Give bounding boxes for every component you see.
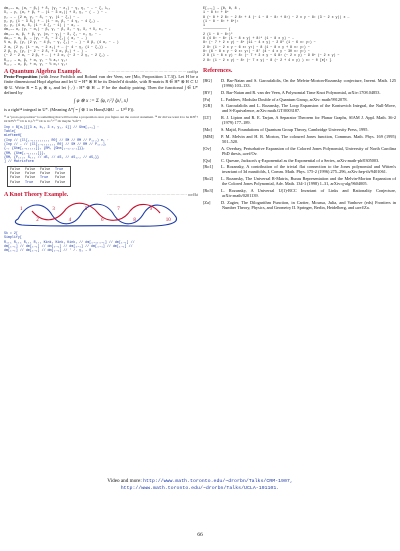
matrix-cell: False [10,180,21,185]
matrix-cell: False [55,171,66,176]
section-title-quantum: A Quantum Algebra Example. [4,69,82,76]
code-line: 2 8⁶ (1 − 2 x y − 6 x² y²) − 8 (1 − 8 x y + 8 x² y²) − [203,44,310,49]
code-line: dm₁→→ α₂ (γ₁ − α₂) − β₁ γ₂ − β₂ δ₁ − γ₁ δ₂ + δ₂ ε₁ − … [4,27,111,32]
matrix-cell: False [25,167,36,172]
code-line: mLeftmeH[ [4,133,22,138]
references-list [203,78,396,210]
reference-item [203,158,396,163]
code-line: γ₂ → … (2 α₁ γ₂ − δ₂ − γ₂ (1 − ζ₂) − … [4,14,80,19]
knot-crossing-label: 9 [149,207,153,213]
code-line: dm[₁→₁] // dm[₁→₁] // dm[₁→₁] // dm[₁→₁] // dm[₁→₁] // dm[₁→₁] // [4,244,133,249]
knot-crossing-label: 1 [20,207,23,213]
code-line: {RM, {Ghm[₁→₁,₁,₁]}}, [4,150,46,155]
reference-key: [Ro1] [203,164,214,170]
reference-text: P. M. Melvin and H. R. Morton, The coloured Jones function, Commun. Math. Phys. 169 (1995) 501–520. [221,133,396,144]
code-line: 8⁶ (6 − 8 x y − 9 x² y²) − 8⁷ (4 − 4 x y − 30 x² y²) − [203,48,310,53]
code-line: 2 8 (1 − 8 x y) − 8² (− 7 + 2 x y − 9 8³ (− 2 x y) − 9 8⁴ (− 2 x y) − [203,53,340,58]
code-line: Table[ [4,129,16,134]
reference-item [203,134,396,144]
reference-key: [Ro2] [203,176,214,182]
code-line: γ₂ γ₂ (4 α₂ δ₂ (1 − 4 ζ₂ − 1) ) − α₂ … [4,23,80,28]
knot-diagram [10,199,185,229]
knot-crossing-label: 3 [52,207,55,213]
section-tag-quantum: ······························································ corf/qa [107,70,198,75]
reference-key: [Za] [203,199,211,205]
code-line: 2 β₁ γ₁ (γ₂ (− 2 − 2 δ₂ + 2 α₂ β₂) + … ) … [4,48,88,53]
code-line: (Inp // (Cl[₁→₁,₁,₁,₁,₁ R0] // SM // RM // P₁,₂) e₁ · [4,137,109,142]
proto-proposition-paragraph [4,74,198,95]
knot-crossing-label: 8 [133,218,136,224]
reference-key: [LT] [203,115,211,121]
left-column [4,6,198,476]
matrix-cell: False [55,176,66,181]
reference-key: [Mo] [203,127,212,133]
matrix-cell: False [25,176,36,181]
footer [0,478,400,492]
integral-paragraph: is a right¹⁴ integral in U*. (Meaning Δ*∫ = ∫ ⊗ 1 in Hom(U⊗U → U¹⁰ F)). [4,107,135,113]
code-line: Simplify[ [4,235,22,240]
matrix-cell: False [55,180,66,185]
video-link-ucla[interactable]: http://www.math.toronto.edu/~drorbn/Talks/UCLA-191101. [120,486,280,491]
reference-text: S. Majid, Foundations of Quantum Group Theory, Cambridge University Press, 1995. [221,127,369,133]
code-line: 8 (− 8 + 2 8² − 2 8³ + 4 (− 1 − 8 − 8² + 8³) − 2 x y − 8² (3 − 2 x y)) x … [203,14,350,19]
reference-text: D. Zagier, The Dilogarithm Function, in Cartier, Moussa, Julia, and Vanhove (eds) Frontiers in Number Theory, Physics, and Geometry II. Springer, Berlin, Heidelberg, and ωref/Za. [221,199,396,211]
code-line: dm₁→→ a₁ (α₁ − β₁) + δ₁ (γ₁ − ε₁) − γ₁ η₁ − … − ζ₁ λ₁, [4,6,111,10]
code-line: ──────────── ( [203,27,231,32]
code-line: dm₁→→ α₁ β₁ + β₁ γ₁ (α₂ − γ₂) − δ₁ ζ₁ − ε₁ γ₂ − … [4,31,101,36]
knot-crossing-label: 4 [68,218,72,224]
code-line: 2 α₁ (2 γ₂ (1 − α₁ − 2 ε₂) + … (− 4 − γ₂ (1 − ζ₁)) … [4,44,107,49]
knot-crossing-labels [20,207,171,223]
video-label: Video and more: [107,478,142,484]
reference-text: R. J. Lipton and R. E. Tarjan, A Separator Theorem for Planar Graphs, SIAM J. Appl. Math. 36-2 (1979) 177–189. [221,115,396,126]
reference-key: [GR] [203,103,212,109]
code-line: 1 [203,23,205,28]
matrix-cell: False [40,180,51,185]
reference-item [203,176,396,186]
matrix-cell: False [25,171,36,176]
reference-key: [BV] [203,89,212,95]
reference-text: C. Quesne, Jackson's q-Exponential as the Exponential of a Series, arXiv:math-ph/0305003. [221,157,380,163]
code-output-right [203,6,396,62]
code-line: 2 8² (1 − 2 x y) − 8⁸ (− 7 x y) − 8 (− 2 + 4 x y) ) x² − 0 [e]³ } [203,57,332,62]
reference-text: L. Rozansky, The Universal R-Matrix, Burau Representation and the Melvin-Morton Expansion of the Colored Jones Polynomial, Adv. Math. 134-1 (1998) 1–31, arXiv:q-alg/9604005. [221,176,396,187]
matrix-row [10,181,68,185]
reference-text: D. Bar-Natan and R. van der Veen, A Polynomial Time Knot Polynomial, arXiv:1708.04853. [221,89,381,95]
matrix-cell: False [10,176,21,181]
code-line: γ₂ γ₂ (1 − 3 δ₁) + … (1 − α₁ β₂ − 4 γ₂ − 4 ζ₂) … [4,18,99,23]
reference-item [203,188,396,198]
reference-key: [Qu] [203,157,212,163]
section-tag-knot: ······························································· corf/kt [107,193,198,198]
reference-item [203,97,396,102]
video-line-2 [0,485,400,492]
proto-proposition-label: Proto-Proposition [4,74,38,80]
code-block-knot [4,231,198,252]
references-title: References. [203,67,233,74]
code-line: R₁,₂ → a₁ β₁ + α₁ γ₁ − ½ a₁² γ₁² [4,57,68,62]
code-line: (Inp // … // (Cl[₁→₁,₁,₁,₁ R0] // SM // RM // P₁,₂], [4,142,107,147]
reference-key: [MM] [203,133,214,139]
code-line: ] // MatrixForm [4,159,34,164]
reference-item [203,115,396,125]
knot-crossing-label: 6 [101,218,104,224]
code-line: R₁,₂ → α₂ β₂ + α₂ γ₂ − ½ α₂² γ₂² [4,61,68,66]
code-line: dm[₁→₁] // dm[₁→₁] // dm[₁→₁] // ' /. γ₁ → 0 [4,248,92,253]
matrix-cell: False [40,167,51,172]
reference-text: L. Rozansky, A Universal U(1)-RCC Invariant of Links and Rationality Conjecture, arXiv:math/0201139. [221,188,396,199]
code-block-top [4,6,198,66]
knot-crossing-label: 2 [36,218,39,224]
code-line: {…, {Ghm[₁→₁,₁,₁]}, {RM, {Ghm[₁→₁,₁,₁]}}, [4,146,86,151]
reference-item [203,164,396,174]
code-line: 2 (1 − 8 − 8³)⁵ [203,31,233,36]
reference-text: L. Faddeev, Modular Double of a Quantum Group, arXiv: math/9912078. [221,96,348,102]
code-line: (− 2 − 2 α₁ − 2 β₁ + … ) + 2 α₂ (− 2 − 2 γ₁ − 2 ζ₂) … [4,53,109,58]
code-line: (1 − 8 − 8³ + 8⁴)² [203,18,239,23]
matrix-output [7,166,71,188]
reference-text: L. Rozansky, A contribution of the trivial flat connection to the Jones polynomial and Witten's invariant of 3d manifolds, I, Comm. Math. Phys. 175-2 (1996) 275–296, arXiv:hep-th/9401061. [221,164,396,175]
knot-crossing-label: 7 [117,207,120,213]
reference-key: [Ro3] [203,188,214,194]
matrix-cell: True [55,167,64,172]
matrix-cell: False [40,171,51,176]
right-column [203,6,396,476]
code-block-table [4,125,198,164]
reference-item [203,90,396,95]
code-line: 1 − 8 t² + 8⁴ [203,10,229,15]
video-line-1 [0,478,400,485]
code-line: R₁,₁ R₁,₁ R₁,₁ R₁,₁ Kink₁ Kink₁ Kink₁ // dm[₁→₁,₁→₁] // dm[₁→₁] // [4,239,135,244]
code-line: Inp = B[α₁][[3 a₁ b₁, 3 x₁ y₁, 1]] // Ghm[₁→₁] · [4,124,99,129]
video-link-crm[interactable]: http://www.math.toronto.edu/~drorbn/Talks/CRM-1907, [143,479,293,484]
reference-item [203,127,396,132]
reference-text: S. Garoufalidis and L. Rozansky, The Loop Expansion of the Kontsevich Integral, the Null-Move, and S-Equivalence, arXiv:math.GT/0003187. [221,103,396,114]
reference-text: A. Overbay, Perturbative Expansion of the Colored Jones Polynomial, University of North Carolina PhD thesis, ωref/Ov. [221,145,396,156]
code-line: 8³ (− 7 + 2 x y) − 8⁴ (11 − 4 x y) − 2 8⁵ (1 − 6 x² y²) − [203,40,316,45]
reference-key: [Ov] [203,145,212,151]
knot-strand [15,204,176,226]
code-line: E[₁→₁] → {θ, θ, 8 , [203,6,241,10]
footnotes: ¹³ A “proto-proposition” is something that will become a proposition once you figure out the correct statement. ¹⁴ Or did we want it to be RJS¹? Or RJS¹? ¹⁵ Or is it ρᵢ²? ¹⁶ Or is it rᵢ²? ¹⁷ Or maybe “left”? [4,114,198,123]
section-title-knot: A Knot Theory Example. [4,192,69,199]
code-line: Sk = 2[ [4,231,18,236]
code-line: dω₁→ − α₁ β₁ … (γ₂ − δ₂ − 2 ζ₁) ( α₂ − … ) [4,36,88,41]
code-line: ½ α₁ β₁ (γ₂ (2 γ₁ − 4 β₁ − γ₁ ζ₁) − … ) − 8 β₁ (4 α₂ − … ) [4,40,119,45]
integral-formula: ∫ φ ⊗ x := Σ ⟨φ, rᵢ²⟩ ⟨ρᵢ¹, x⟩ [73,99,129,105]
reference-item [203,78,396,88]
matrix-cell: False [10,171,21,176]
proto-proposition-text: (with Jesse Frohlich and Roland van der Veen, see [Mo, Proposition 1.7.3]). Let H be a finite dimensional Hopf algebra and let U = H* ⊗ H be its Drinfel'd double, with R-matrix R ∈ H* ⊗ H ⊂ U ⊗ U. Write R = Σ ρᵢ ⊗ rᵢ, and let ⟨·,·⟩ : H* ⊗ H → F be the duality pairing. Then the functional ∫ ∈ U* defined by [4,74,198,96]
reference-item [203,103,396,113]
code-line: 8 (4 8⁸ − 8⁹ (1 − 8 x y) + 8¹⁰ (1 − 8 x y) − … [203,36,295,41]
reference-key: [Fa] [203,96,211,102]
reference-item [203,200,396,210]
knot-crossing-label: 10 [165,218,171,224]
reference-item [203,146,396,156]
code-line: {RM, {P₁,₂, S₁,₂ // dS₁ // dS₂ // dS₁,₂ // dS₂}} [4,154,99,159]
matrix-cell: False [10,167,21,172]
code-line: δ₁ → γ₁ (α₂ + β₁ + … (1 − 3 α₂)) + δ₂ γ₁ − ( … ) − … [4,10,107,15]
page-number: 66 [197,532,203,538]
matrix-cell: True [40,176,49,181]
knot-crossing-label: 5 [84,207,88,213]
reference-key: [BG] [203,77,212,83]
reference-text: D. Bar-Natan and S. Garoufalidis, On the Melvin-Morton-Rozansky conjecture, Invent. Math. 125 (1996) 103–133. [221,77,396,88]
matrix-cell: True [25,180,34,185]
